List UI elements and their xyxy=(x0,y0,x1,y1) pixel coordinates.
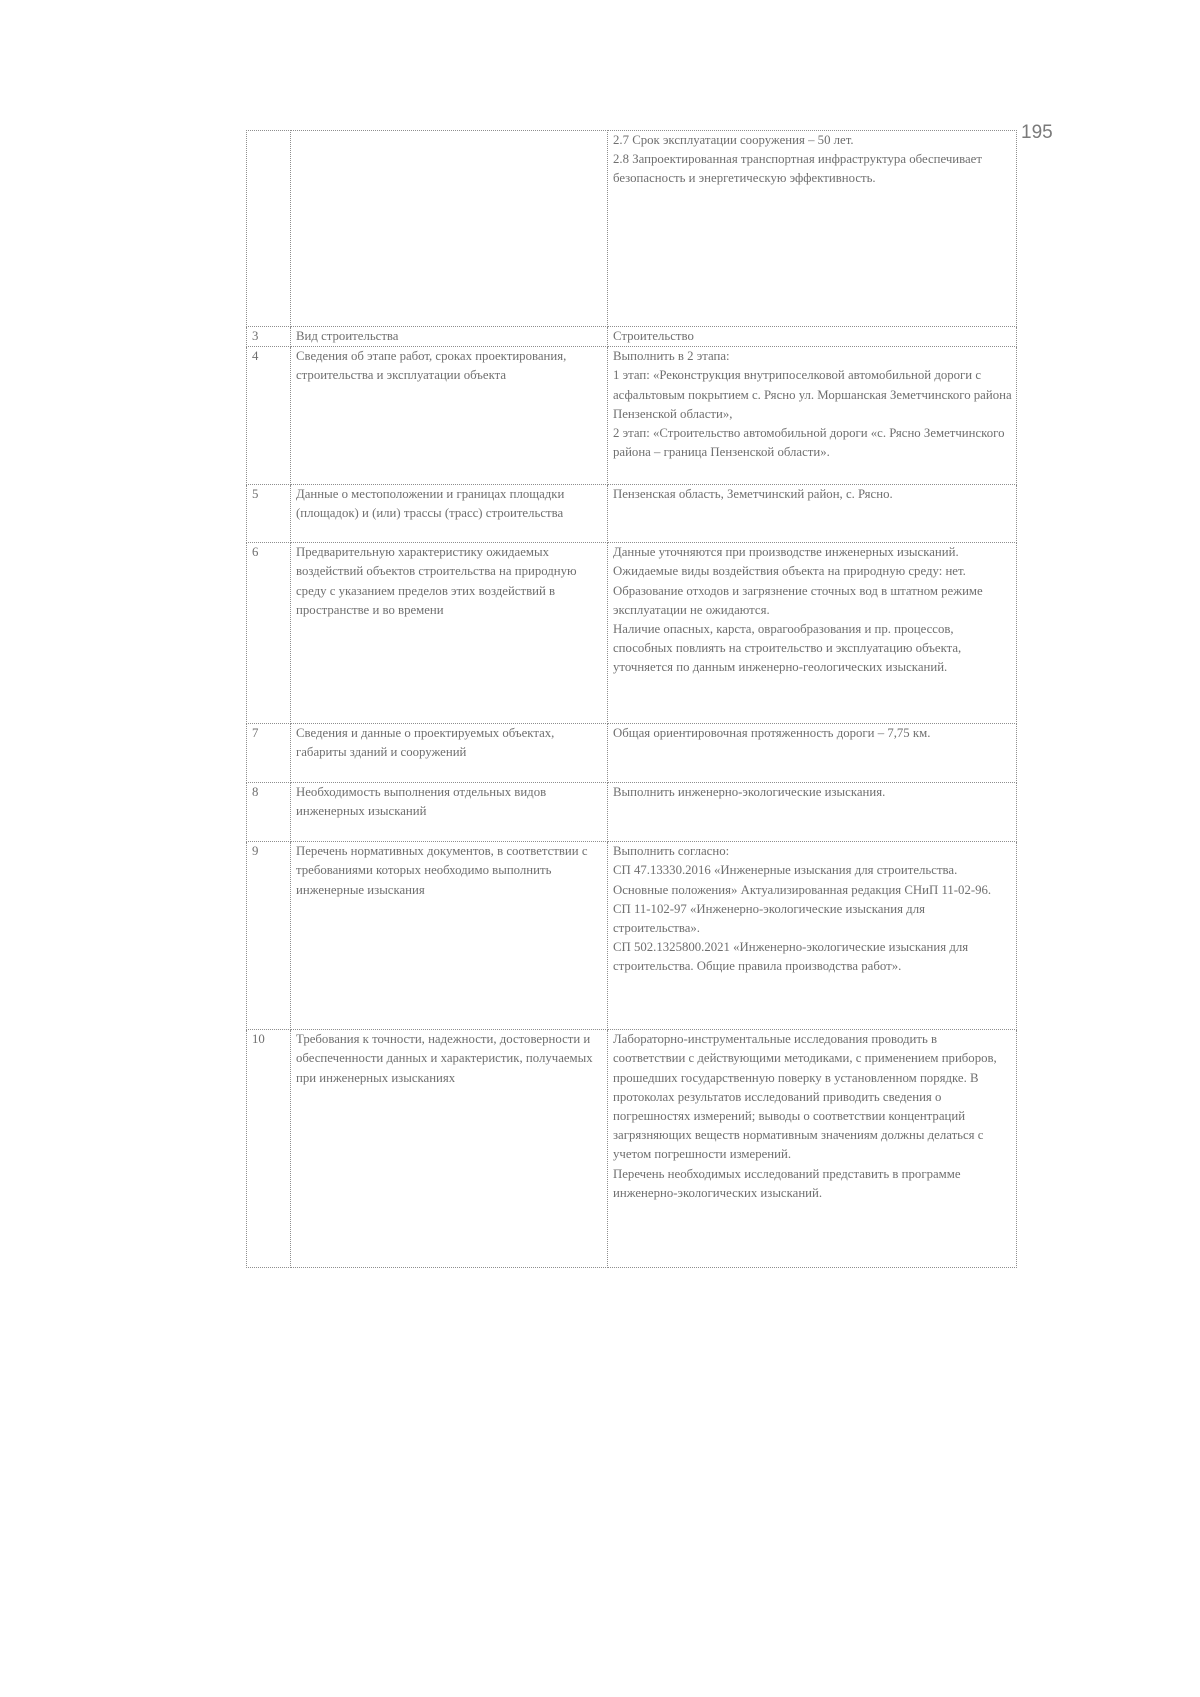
row-value xyxy=(608,543,1017,724)
row-parameter: Перечень нормативных документов, в соответствии с требованиями которых необходимо выполнить инженерные изыскания xyxy=(291,842,608,1030)
row-number: 7 xyxy=(247,724,291,783)
row-parameter: Сведения и данные о проектируемых объектах, габариты зданий и сооружений xyxy=(291,724,608,783)
row-number: 6 xyxy=(247,543,291,724)
table-row xyxy=(247,347,1017,485)
table-row xyxy=(247,842,1017,1030)
row-value-line: СП 11-102-97 «Инженерно-экологические изыскания для строительства». xyxy=(613,901,925,936)
row-number xyxy=(247,131,291,327)
row-value xyxy=(608,485,1017,543)
table-row xyxy=(247,131,1017,327)
table-row xyxy=(247,327,1017,347)
row-value-line: СП 47.13330.2016 «Инженерные изыскания для строительства. Основные положения» Актуализированная редакция СНиП 11-02-96. xyxy=(613,863,992,897)
row-value-line: СП 502.1325800.2021 «Инженерно-экологические изыскания для строительства. Общие правила производства работ». xyxy=(613,940,969,974)
row-number: 9 xyxy=(247,842,291,1030)
row-parameter: Данные о местоположении и границах площадки (площадок) и (или) трассы (трасс) строительства xyxy=(291,485,608,543)
row-parameter: Вид строительства xyxy=(291,327,608,347)
row-value-line: Выполнить в 2 этапа: xyxy=(613,349,730,364)
row-value-line: Общая ориентировочная протяженность дороги – 7,75 км. xyxy=(613,726,931,741)
row-value-line: 2 этап: «Строительство автомобильной дороги «с. Рясно Земетчинского района – граница Пензенской области». xyxy=(613,426,1005,460)
row-value xyxy=(608,347,1017,485)
row-value-line: 2.8 Запроектированная транспортная инфраструктура обеспечивает безопасность и энергетическую эффективность. xyxy=(613,152,982,186)
table-row xyxy=(247,783,1017,842)
row-value-line: Выполнить согласно: xyxy=(613,844,730,859)
row-number: 8 xyxy=(247,783,291,842)
row-value-line: Наличие опасных, карста, оврагообразования и пр. процессов, способных повлиять на строительство и эксплуатацию объекта, уточняется по данным инженерно-геологических изысканий. xyxy=(613,622,962,675)
row-number: 4 xyxy=(247,347,291,485)
requirements-table xyxy=(246,130,1017,1268)
row-parameter: Предварительную характеристику ожидаемых воздействий объектов строительства на природную среду с указанием пределов этих воздействий в пространстве и во времени xyxy=(291,543,608,724)
row-parameter xyxy=(291,131,608,327)
row-value-line: Данные уточняются при производстве инженерных изысканий. Ожидаемые виды воздействия объекта на природную среду: нет. Образование отходов и загрязнение сточных вод в штатном режиме эксплуатации не ожидаются. xyxy=(613,545,983,617)
row-value xyxy=(608,724,1017,783)
row-value xyxy=(608,327,1017,347)
table-row xyxy=(247,485,1017,543)
table-row xyxy=(247,543,1017,724)
page-number: 195 xyxy=(1021,122,1053,143)
row-value xyxy=(608,131,1017,327)
row-number: 5 xyxy=(247,485,291,543)
row-number: 3 xyxy=(247,327,291,347)
row-value-line: 1 этап: «Реконструкция внутрипоселковой автомобильной дороги с асфальтовым покрытием с. Рясно ул. Моршанская Земетчинского района Пензенской области», xyxy=(613,368,1012,421)
row-parameter: Требования к точности, надежности, достоверности и обеспеченности данных и характеристик, получаемых при инженерных изысканиях xyxy=(291,1030,608,1268)
row-value xyxy=(608,1030,1017,1268)
row-value-line: Строительство xyxy=(613,329,694,343)
row-value-line: Перечень необходимых исследований представить в программе инженерно-экологических изысканий. xyxy=(613,1166,961,1200)
table-row xyxy=(247,724,1017,783)
row-value-line: 2.7 Срок эксплуатации сооружения – 50 лет. xyxy=(613,133,854,147)
row-value-line: Пензенская область, Земетчинский район, с. Рясно. xyxy=(613,487,893,502)
row-number: 10 xyxy=(247,1030,291,1268)
table-row xyxy=(247,1030,1017,1268)
row-value xyxy=(608,783,1017,842)
row-parameter: Необходимость выполнения отдельных видов инженерных изысканий xyxy=(291,783,608,842)
row-parameter: Сведения об этапе работ, сроках проектирования, строительства и эксплуатации объекта xyxy=(291,347,608,485)
row-value-line: Лабораторно-инструментальные исследования проводить в соответствии с действующими методиками, с применением приборов, прошедших государственную поверку в установленном порядке. В протоколах результатов исследований приводить сведения о погрешностях измерений; выводы о соответствии концентраций загрязняющих веществ нормативным значениям должны делаться с учетом погрешности измерений. xyxy=(613,1032,997,1162)
row-value-line: Выполнить инженерно-экологические изыскания. xyxy=(613,785,886,800)
row-value xyxy=(608,842,1017,1030)
